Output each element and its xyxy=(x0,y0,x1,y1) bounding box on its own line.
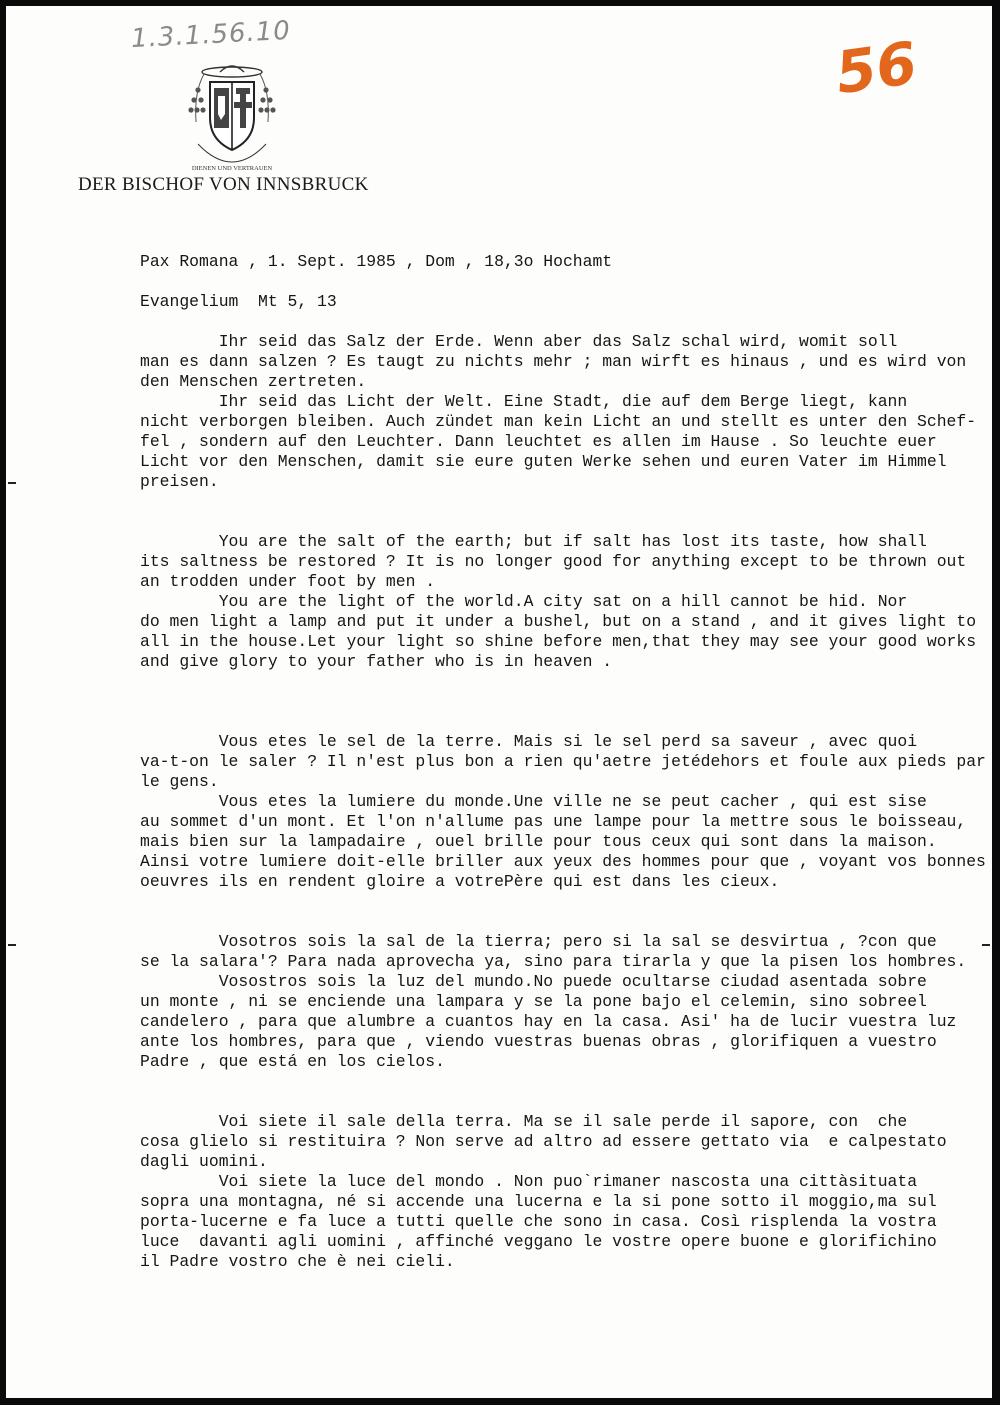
text-line: mais bien sur la lampadaire , ouel brille pour tous ceux qui sont dans la maison. xyxy=(140,832,937,851)
text-line: porta-lucerne e fa luce a tutti quelle che sono in casa. Così risplenda la vostra xyxy=(140,1212,937,1231)
text-line: ante los hombres, para que , viendo vuestras buenas obras , glorifiquen a vuestro xyxy=(140,1032,937,1051)
text-line: man es dann salzen ? Es taugt zu nichts mehr ; man wirft es hinaus , und es wird von xyxy=(140,352,967,371)
section-german xyxy=(140,332,980,492)
text-line: Ainsi votre lumiere doit-elle briller aux yeux des hommes pour que , voyant vos bonnes xyxy=(140,852,986,871)
fold-mark xyxy=(8,944,16,946)
text-line: Vosostros sois la luz del mundo.No puede ocultarse ciudad asentada sobre xyxy=(140,972,927,991)
svg-text:DIENEN UND VERTRAUEN: DIENEN UND VERTRAUEN xyxy=(191,165,273,172)
text-line: do men light a lamp and put it under a bushel, but on a stand , and it gives light to xyxy=(140,612,977,631)
text-line: Vous etes la lumiere du monde.Une ville ne se peut cacher , qui est sise xyxy=(140,792,927,811)
text-line: Voi siete la luce del mondo . Non puo`rimaner nascosta una cittàsituata xyxy=(140,1172,918,1191)
text-line: its saltness be restored ? It is no longer good for anything except to be thrown out xyxy=(140,552,967,571)
text-line: an trodden under foot by men . xyxy=(140,572,436,591)
header-line: Pax Romana , 1. Sept. 1985 , Dom , 18,3o Hochamt xyxy=(140,252,613,271)
archive-number: 1.3.1.56.10 xyxy=(130,15,292,55)
text-line: den Menschen zertreten. xyxy=(140,372,367,391)
letterhead-title: DER BISCHOF VON INNSBRUCK xyxy=(78,174,369,195)
text-line: va-t-on le saler ? Il n'est plus bon a rien qu'aetre jetédehors et foule aux pieds par xyxy=(140,752,986,771)
text-line: Vous etes le sel de la terre. Mais si le sel perd sa saveur , avec quoi xyxy=(140,732,918,751)
text-line: Licht vor den Menschen, damit sie eure guten Werke sehen und euren Vater im Himmel xyxy=(140,452,947,471)
section-spanish xyxy=(140,932,980,1072)
text-line: nicht verborgen bleiben. Auch zündet man kein Licht an und stellt es unter den Schef- xyxy=(140,412,977,431)
text-line: preisen. xyxy=(140,472,219,491)
text-line: se la salara'? Para nada aprovecha ya, sino para tirarla y que la pisen los hombres. xyxy=(140,952,967,971)
section-english xyxy=(140,532,980,672)
text-line: luce davanti agli uomini , affinché veggano le vostre opere buone e glorifichino xyxy=(140,1232,937,1251)
text-line: fel , sondern auf den Leuchter. Dann leuchtet es allen im Hause . So leuchte euer xyxy=(140,432,937,451)
text-line: le gens. xyxy=(140,772,219,791)
letter-page xyxy=(6,6,992,1398)
section-italian xyxy=(140,1112,980,1272)
text-line: au sommet d'un mont. Et l'on n'allume pas une lampe pour la mettre sous le boisseau, xyxy=(140,812,967,831)
page-number: 56 xyxy=(831,28,922,108)
text-line: and give glory to your father who is in heaven . xyxy=(140,652,613,671)
text-line: cosa glielo si restituira ? Non serve ad altro ad essere gettato via e calpestato xyxy=(140,1132,947,1151)
text-line: all in the house.Let your light so shine before men,that they may see your good works xyxy=(140,632,977,651)
text-line: dagli uomini. xyxy=(140,1152,268,1171)
text-line: un monte , ni se enciende una lampara y se la pone bajo el celemin, sino sobreel xyxy=(140,992,927,1011)
text-line: You are the salt of the earth; but if salt has lost its taste, how shall xyxy=(140,532,927,551)
text-line: You are the light of the world.A city sat on a hill cannot be hid. Nor xyxy=(140,592,908,611)
text-line: candelero , para que alumbre a cuantos hay en la casa. Asi' ha de lucir vuestra luz xyxy=(140,1012,957,1031)
text-line: Vosotros sois la sal de la tierra; pero si la sal se desvirtua , ?con que xyxy=(140,932,937,951)
text-line: sopra una montagna, né si accende una lucerna e la si pone sotto il moggio,ma sul xyxy=(140,1192,937,1211)
section-french xyxy=(140,732,986,892)
text-line: Ihr seid das Salz der Erde. Wenn aber das Salz schal wird, womit soll xyxy=(140,332,898,351)
gospel-reference: Evangelium Mt 5, 13 xyxy=(140,292,337,311)
coat-of-arms-icon xyxy=(184,62,280,178)
text-line: oeuvres ils en rendent gloire a votrePère qui est dans les cieux. xyxy=(140,872,780,891)
text-line: Voi siete il sale della terra. Ma se il sale perde il sapore, con che xyxy=(140,1112,908,1131)
text-line: il Padre vostro che è nei cieli. xyxy=(140,1252,455,1271)
text-line: Padre , que está en los cielos. xyxy=(140,1052,445,1071)
letter-body xyxy=(140,252,986,1272)
fold-mark xyxy=(982,944,990,946)
text-line: Ihr seid das Licht der Welt. Eine Stadt, die auf dem Berge liegt, kann xyxy=(140,392,908,411)
fold-mark xyxy=(8,482,16,484)
